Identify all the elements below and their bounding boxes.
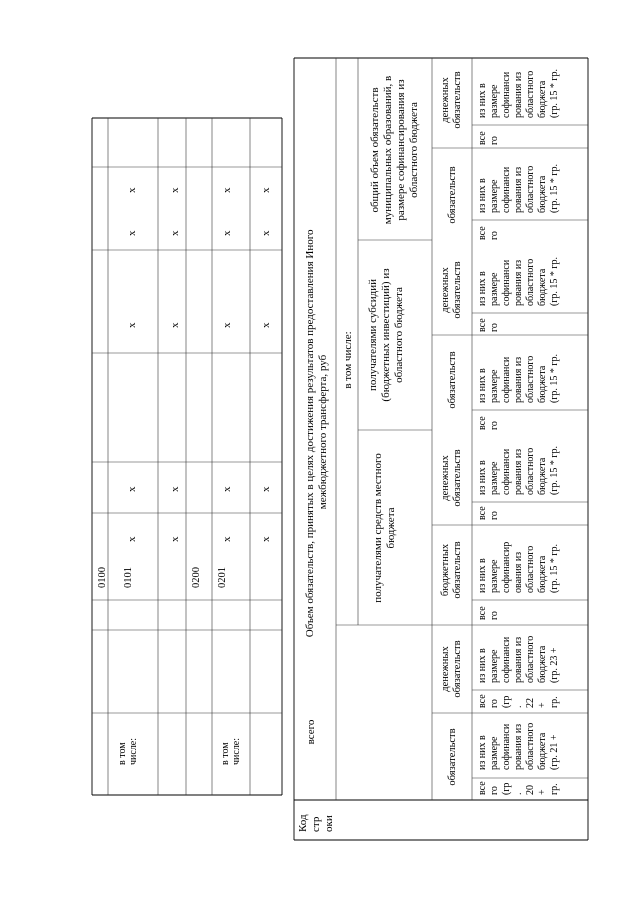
cofin-column-8: из них вразмересофинансирования изобластногобюджета(гр. 15 * гр. <box>477 68 560 118</box>
cofin-column-2: из них вразмересофинансирования изобластногобюджета(гр. 23 + <box>477 635 560 683</box>
monetary-header-3: денежныхобязательств <box>440 261 463 319</box>
cross-mark: х <box>126 187 138 193</box>
obligations-header: обязательств <box>447 728 458 786</box>
cross-mark: х <box>221 536 233 542</box>
row-code-0201: 0201 <box>217 567 228 588</box>
subsidy-group-header: получателями субсидий(бюджетных инвестиций) изобластного бюджета <box>367 268 405 402</box>
cross-mark: х <box>260 536 272 542</box>
cross-mark: х <box>169 187 181 193</box>
cross-mark: х <box>260 486 272 492</box>
cross-mark: х <box>169 486 181 492</box>
all-column-8: всего <box>477 131 500 145</box>
all-column-4: всего <box>477 506 500 520</box>
row-code-0200: 0200 <box>191 567 202 588</box>
all-column-3: всего <box>477 606 500 620</box>
cross-mark: х <box>126 486 138 492</box>
cofin-column-3: из них вразмересофинансирования изобластногобюджета(гр. 15 * гр. <box>477 541 560 593</box>
cross-mark: х <box>221 322 233 328</box>
cross-mark: х <box>169 536 181 542</box>
including-header: в том числе: <box>342 331 354 389</box>
all-column-6: всего <box>477 318 500 332</box>
budget-obligations-header: бюджетныхобязательств <box>440 541 463 599</box>
in-that-number-label-2: в томчисле: <box>220 737 242 765</box>
cross-mark: х <box>260 322 272 328</box>
cross-mark: х <box>169 322 181 328</box>
local-budget-group-header: получателями средств местногобюджета <box>372 453 397 603</box>
row-code-0100: 0100 <box>97 567 108 588</box>
cross-mark: х <box>260 187 272 193</box>
cross-mark: х <box>126 230 138 236</box>
cofin-column-7: из них вразмересофинансирования изобластногобюджета(гр. 15 * гр. <box>477 163 560 213</box>
cross-mark: х <box>260 230 272 236</box>
cross-mark: х <box>126 322 138 328</box>
row-code-0101: 0101 <box>123 567 134 588</box>
obligations-header-3: обязательств <box>447 166 458 224</box>
all-column-2: всего(гр.22+гр. <box>477 694 560 708</box>
cofin-column-4: из них вразмересофинансирования изобластногобюджета(гр. 15 * гр. <box>477 445 560 495</box>
cross-mark: х <box>221 230 233 236</box>
table-title: Объем обязательств, принятых в целях достижения результатов предоставления Иного межбюджетного трансферта, руб <box>304 229 329 638</box>
in-that-number-label: в томчисле: <box>117 737 139 765</box>
cross-mark: х <box>126 536 138 542</box>
obligations-header-2: обязательств <box>447 351 458 409</box>
all-column-5: всего <box>477 416 500 430</box>
code-column-header: Кодстроки <box>297 814 335 832</box>
header-table <box>294 58 588 840</box>
common-group-header: общий объем обязательствмуниципальных образований, вразмере софинансирования изобластного бюджета <box>369 75 420 225</box>
monetary-header: денежныхобязательств <box>440 640 463 698</box>
cross-mark: х <box>169 230 181 236</box>
cross-mark: х <box>221 486 233 492</box>
cofin-column-1: из них вразмересофинансирования изобластногобюджета(гр. 21 + <box>477 722 560 770</box>
cofin-column-5: из них вразмересофинансирования изобластногобюджета(гр. 15 * гр. <box>477 353 560 403</box>
data-table <box>92 118 282 795</box>
monetary-header-2: денежныхобязательств <box>440 449 463 507</box>
total-header: всего <box>305 719 317 745</box>
cross-mark: х <box>221 187 233 193</box>
monetary-header-4: денежныхобязательств <box>440 71 463 129</box>
all-column-7: всего <box>477 226 500 240</box>
cofin-column-6: из них вразмересофинансирования изобластногобюджета(гр. 15 * гр. <box>477 256 560 306</box>
all-column-1: всего(гр.20+гр. <box>477 781 560 795</box>
